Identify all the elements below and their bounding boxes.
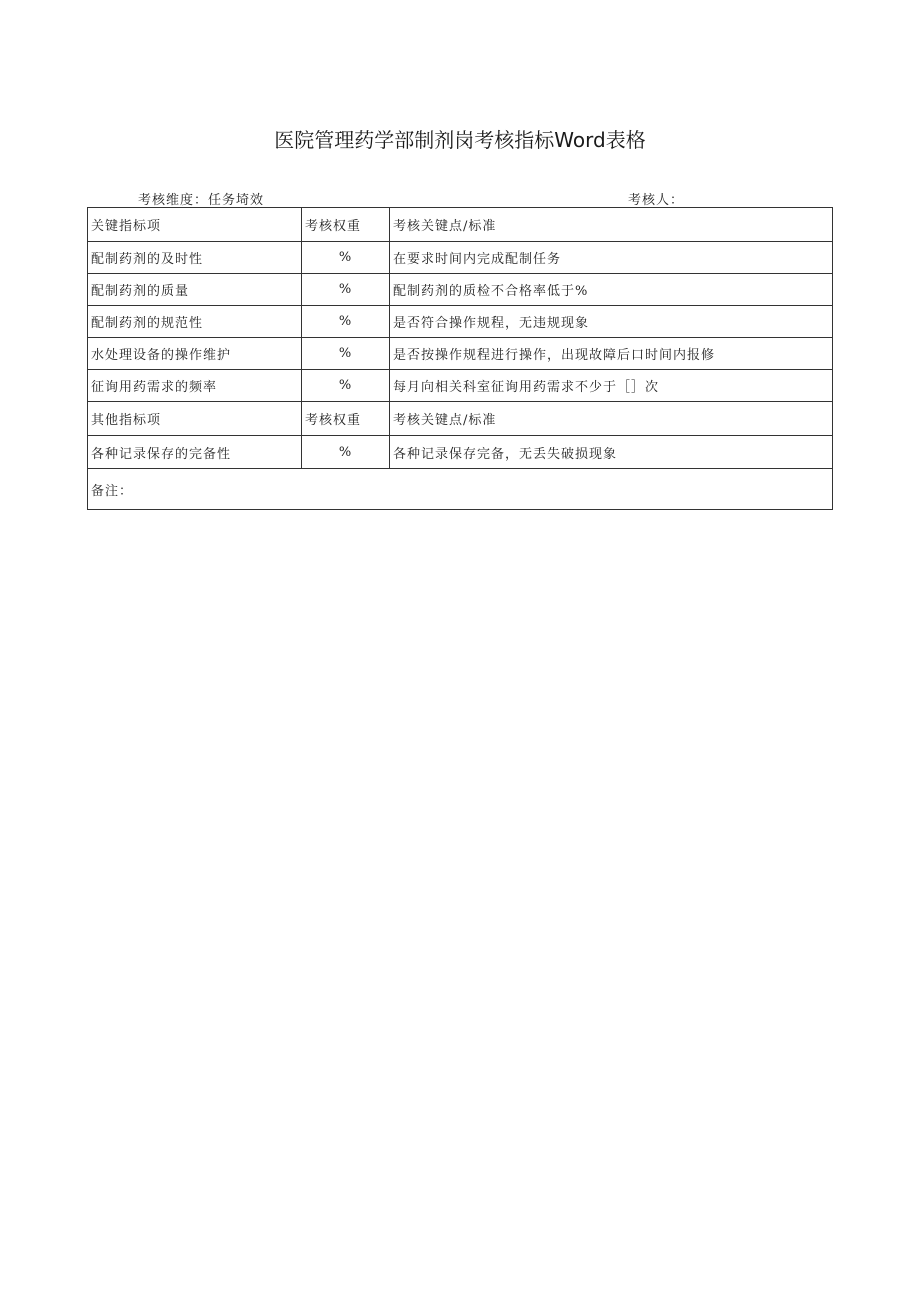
table-row bbox=[88, 306, 833, 338]
table-row bbox=[88, 338, 833, 370]
note-row bbox=[88, 469, 833, 510]
kpi-table bbox=[87, 207, 833, 510]
other-header-row bbox=[88, 402, 833, 436]
header-weight: 考核权重 bbox=[302, 208, 390, 242]
row-criteria: 是否按操作规程进行操作，出现故障后口时间内报修 bbox=[390, 338, 833, 370]
note-label: 备注： bbox=[88, 469, 833, 510]
row-weight: % bbox=[302, 436, 390, 469]
row-weight: % bbox=[302, 274, 390, 306]
table-row bbox=[88, 242, 833, 274]
other-header-item: 其他指标项 bbox=[88, 402, 302, 436]
page-title: 医院管理药学部制剂岗考核指标Word表格 bbox=[274, 128, 646, 152]
row-criteria: 是否符合操作规程，无违规现象 bbox=[390, 306, 833, 338]
row-weight: % bbox=[302, 306, 390, 338]
row-criteria: 各种记录保存完备，无丢失破损现象 bbox=[390, 436, 833, 469]
assessor-label: 考核人： bbox=[628, 193, 685, 208]
row-item: 各种记录保存的完备性 bbox=[88, 436, 302, 469]
row-item: 配制药剂的质量 bbox=[88, 274, 302, 306]
assessment-dimension: 考核维度：任务埼效 bbox=[138, 193, 265, 208]
table-row bbox=[88, 370, 833, 402]
table-header-row bbox=[88, 208, 833, 242]
row-weight: % bbox=[302, 242, 390, 274]
row-criteria: 配制药剂的质检不合格率低于% bbox=[390, 274, 833, 306]
row-weight: % bbox=[302, 338, 390, 370]
row-item: 水处理设备的操作维护 bbox=[88, 338, 302, 370]
other-header-criteria: 考核关键点/标准 bbox=[390, 402, 833, 436]
row-item: 征询用药需求的频率 bbox=[88, 370, 302, 402]
header-criteria: 考核关键点/标准 bbox=[390, 208, 833, 242]
row-weight: % bbox=[302, 370, 390, 402]
row-item: 配制药剂的规范性 bbox=[88, 306, 302, 338]
table-row bbox=[88, 436, 833, 469]
row-criteria: 在要求时间内完成配制任务 bbox=[390, 242, 833, 274]
row-item: 配制药剂的及时性 bbox=[88, 242, 302, 274]
other-header-weight: 考核权重 bbox=[302, 402, 390, 436]
header-item: 关键指标项 bbox=[88, 208, 302, 242]
row-criteria: 每月向相关科室征询用药需求不少于［］次 bbox=[390, 370, 833, 402]
table-row bbox=[88, 274, 833, 306]
